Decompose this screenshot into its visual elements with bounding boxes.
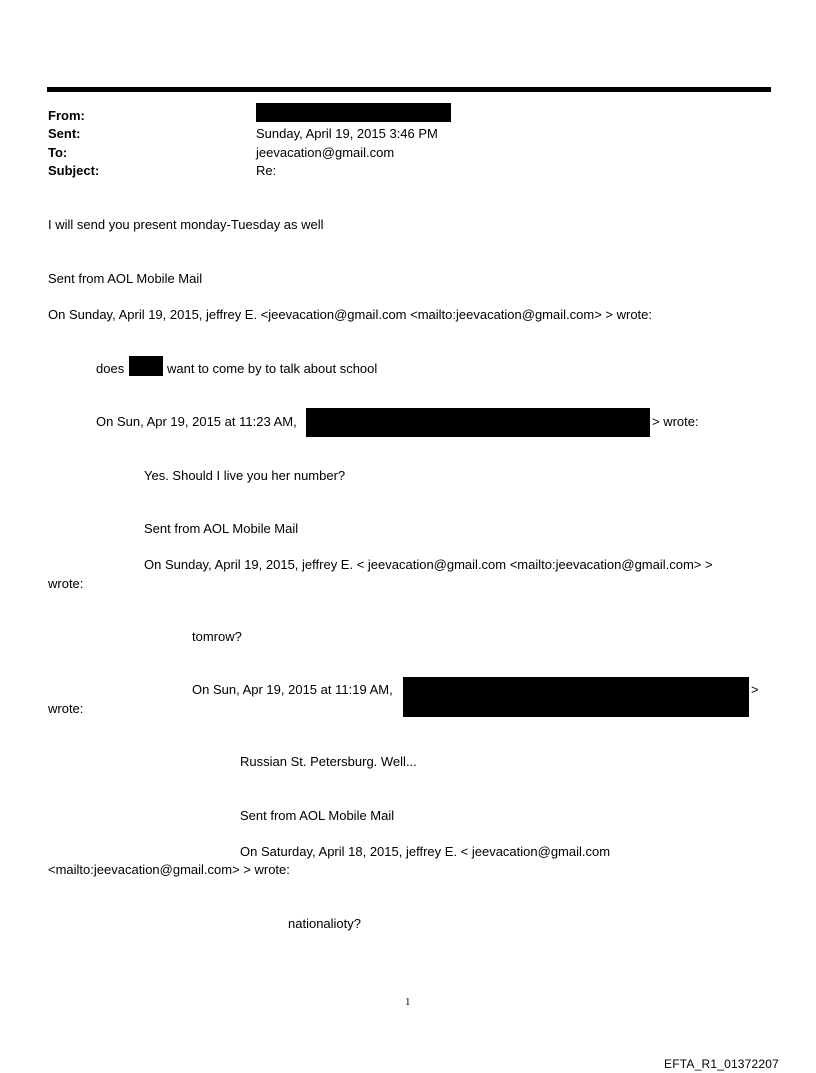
quote-header: On Sun, Apr 19, 2015 at 11:23 AM, (96, 414, 297, 429)
redacted-from (256, 103, 451, 122)
sent-label: Sent: (48, 126, 81, 141)
quote-header: <mailto:jeevacation@gmail.com> > wrote: (48, 862, 290, 877)
subject-label: Subject: (48, 163, 100, 178)
body-line: does (96, 361, 125, 376)
body-line: want to come by to talk about school (167, 361, 378, 376)
to-label: To: (48, 145, 68, 160)
quote-header: On Saturday, April 18, 2015, jeffrey E. < jeevacation@gmail.com (240, 844, 611, 859)
signature-line: Sent from AOL Mobile Mail (144, 521, 299, 536)
quote-header: > wrote: (652, 414, 699, 429)
quote-header: On Sunday, April 19, 2015, jeffrey E. < jeevacation@gmail.com <mailto:jeevacation@gmail.com> > (144, 557, 713, 572)
to-value: jeevacation@gmail.com (256, 145, 395, 160)
quote-header: wrote: (48, 576, 84, 591)
quote-header: wrote: (48, 701, 84, 716)
body-line: tomrow? (192, 629, 242, 644)
quote-header: On Sun, Apr 19, 2015 at 11:19 AM, (192, 682, 393, 697)
body-line: Russian St. Petersburg. Well... (240, 754, 417, 769)
quote-header: > (751, 682, 759, 697)
quote-header: On Sunday, April 19, 2015, jeffrey E. <jeevacation@gmail.com <mailto:jeevacation@gmail.com> > wrote: (48, 307, 652, 322)
redacted-sender (403, 677, 749, 717)
redacted-sender (306, 408, 650, 437)
header-rule (47, 87, 771, 92)
document-id: EFTA_R1_01372207 (664, 1057, 780, 1071)
page-number: 1 (405, 996, 411, 1008)
from-label: From: (48, 108, 85, 123)
body-line: nationalioty? (288, 916, 361, 931)
sent-value: Sunday, April 19, 2015 3:46 PM (256, 126, 438, 141)
signature-line: Sent from AOL Mobile Mail (48, 271, 203, 286)
signature-line: Sent from AOL Mobile Mail (240, 808, 395, 823)
body-line: Yes. Should I live you her number? (144, 468, 346, 483)
body-line: I will send you present monday-Tuesday as well (48, 217, 324, 232)
subject-value: Re: (256, 163, 277, 178)
redacted-name (129, 356, 163, 376)
